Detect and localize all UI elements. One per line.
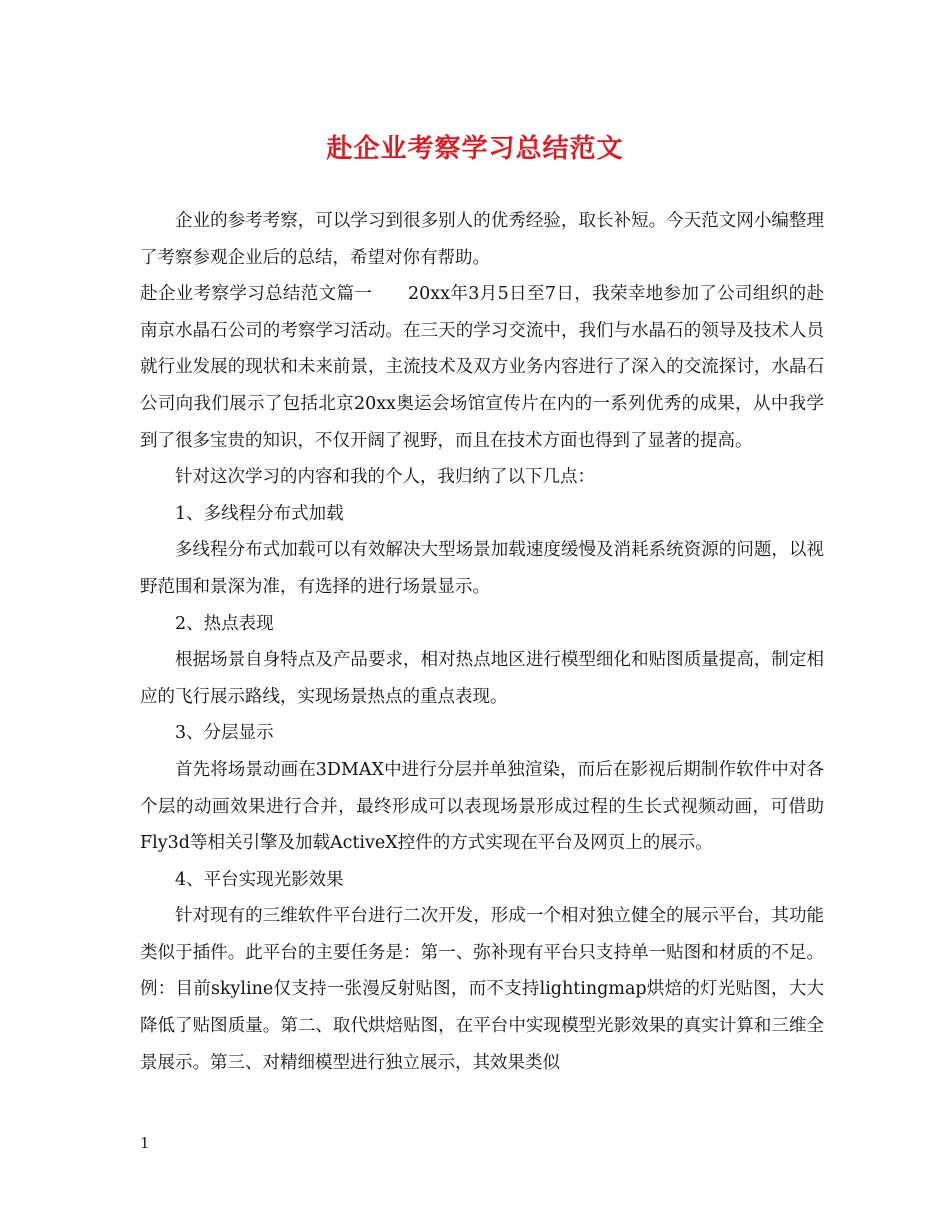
page-number: 1 bbox=[140, 1134, 150, 1152]
summary-intro-paragraph: 针对这次学习的内容和我的个人，我归纳了以下几点： bbox=[175, 467, 595, 488]
point-heading-2: 2、热点表现 bbox=[175, 613, 274, 634]
point-paragraph-4: 针对现有的三维软件平台进行二次开发，形成一个相对独立健全的展示平台，其功能类似于插件。此平台的主要任务是：第一、弥补现有平台只支持单一贴图和材质的不足。例：目前skyline仅支持一张漫反射贴图，而不支持lightingmap烘焙的灯光贴图，大大降低了贴图质量。第二、取代烘焙贴图，在平台中实现模型光影效果的真实计算和三维全景展示。第三、对精细模型进行独立展示，其效果类似 bbox=[140, 906, 824, 1073]
point-heading-4: 4、平台实现光影效果 bbox=[175, 869, 344, 890]
point-heading-3: 3、分层显示 bbox=[175, 723, 274, 744]
document-body bbox=[140, 203, 824, 1081]
document-title: 赴企业考察学习总结范文 bbox=[326, 134, 624, 164]
point-paragraph-2: 根据场景自身特点及产品要求，相对热点地区进行模型细化和贴图质量提高，制定相应的飞行展示路线，实现场景热点的重点表现。 bbox=[140, 650, 824, 707]
section-paragraph: 赴企业考察学习总结范文篇一 20xx年3月5日至7日，我荣幸地参加了公司组织的赴南京水晶石公司的考察学习活动。在三天的学习交流中，我们与水晶石的领导及技术人员就行业发展的现状和未来前景，主流技术及双方业务内容进行了深入的交流探讨，水晶石公司向我们展示了包括北京20xx奥运会场馆宣传片在内的一系列优秀的成果，从中我学到了很多宝贵的知识，不仅开阔了视野，而且在技术方面也得到了显著的提高。 bbox=[140, 284, 824, 451]
intro-paragraph: 企业的参考考察，可以学习到很多别人的优秀经验，取长补短。今天范文网小编整理了考察参观企业后的总结，希望对你有帮助。 bbox=[140, 211, 824, 268]
point-paragraph-3: 首先将场景动画在3DMAX中进行分层并单独渲染，而后在影视后期制作软件中对各个层的动画效果进行合并，最终形成可以表现场景形成过程的生长式视频动画，可借助Fly3d等相关引擎及加载ActiveX控件的方式实现在平台及网页上的展示。 bbox=[140, 759, 824, 854]
point-heading-1: 1、多线程分布式加载 bbox=[175, 503, 344, 524]
point-paragraph-1: 多线程分布式加载可以有效解决大型场景加载速度缓慢及消耗系统资源的问题，以视野范围和景深为准，有选择的进行场景显示。 bbox=[140, 540, 824, 597]
